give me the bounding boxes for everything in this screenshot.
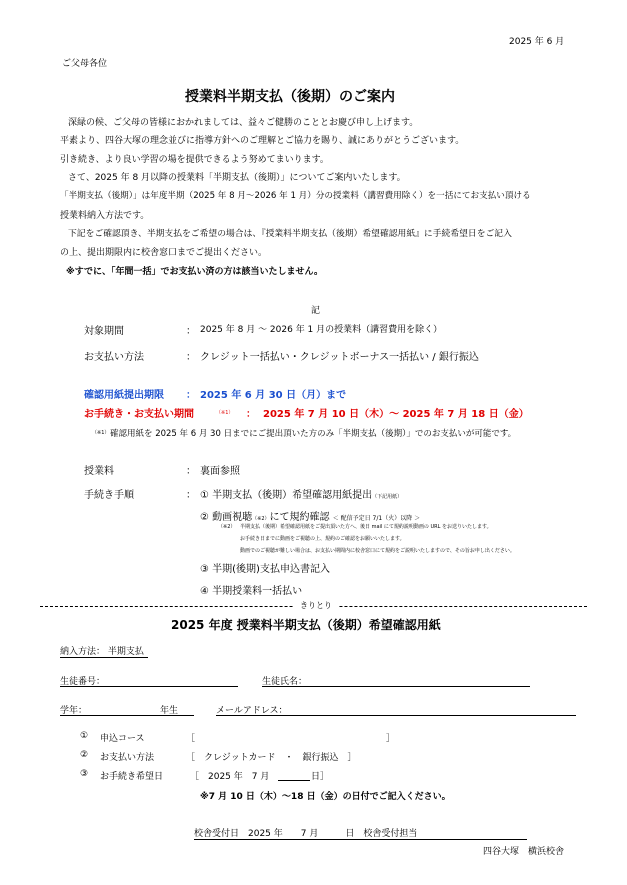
pay-label: お支払い方法 [100, 753, 155, 763]
course-num: ① [80, 731, 89, 741]
note1-mark: （※1） [92, 430, 110, 436]
intro-line-5: 「半期支払（後期）」は年度半期（2025 年 8 月～2026 年 1 月）分の授業料（講習費用除く）を一括にてお支払い頂ける [60, 191, 531, 201]
step-4 [200, 582, 302, 597]
tuition-label: 授業料 [84, 466, 114, 477]
step-2-text2: にて規約確認 [269, 512, 330, 523]
student-number-field[interactable] [60, 686, 238, 687]
date-value-end: 日］ [311, 772, 330, 782]
step-2 [200, 508, 420, 523]
ki-mark: 記 [311, 306, 321, 316]
student-number-label: 生徒番号： [60, 677, 106, 687]
recipient: ご父母各位 [62, 59, 108, 69]
intro-line-1: 深緑の候、ご父母の皆様におかれましては、益々ご健勝のこととお慶び申し上げます。 [68, 118, 419, 128]
email-label: メールアドレス： [216, 706, 288, 716]
intro-line-2: 平素より、四谷大塚の理念並びに指導方針へのご理解とご協力を賜り、誠にありがとうございます。 [60, 136, 465, 146]
step-1-num: ① [200, 490, 209, 501]
step-1-text: 半期支払（後期）希望確認用紙提出 [212, 490, 373, 501]
annual-payment-note: ※すでに、「年間一括」でお支払い済の方は該当いたしません。 [66, 267, 324, 277]
step-3 [200, 560, 330, 575]
intro-line-3: 引き続き、より良い学習の場を提供できるよう努めてまいります。 [60, 155, 329, 165]
payment-method-line: 納入方法： 半期支払 [60, 644, 148, 658]
period-label: 対象期間 [84, 326, 124, 337]
step-2-schedule: ＜ 配信予定日 7/1（火）以降 ＞ [332, 515, 421, 522]
step-4-text: 半期授業料一括払い [212, 586, 303, 597]
student-name-field[interactable] [262, 686, 530, 687]
step-2-text: 動画視聴 [212, 512, 253, 523]
pay-num: ② [80, 750, 89, 760]
note2-line-2: お手続き日までに動画をご視聴の上、規約のご確認をお願いいたします。 [240, 536, 405, 542]
grade-field[interactable] [60, 715, 194, 716]
document-date: 2025 年 6 月 [509, 37, 565, 47]
steps-colon: ： [186, 490, 196, 501]
date-day-field[interactable] [278, 780, 310, 781]
date-value-start: ［ 2025 年 7 月 [190, 772, 270, 782]
note1-text: 確認用紙を 2025 年 6 月 30 日までにご提出頂いた方のみ「半期支払（後期）」でのお支払いが可能です。 [110, 429, 517, 439]
cut-label: きりとり [294, 600, 338, 611]
method-value: クレジット一括払い・クレジットボーナス一括払い / 銀行振込 [200, 352, 479, 363]
step-4-num: ④ [200, 586, 209, 597]
method-colon: ： [186, 352, 196, 363]
period-colon: ： [186, 326, 196, 337]
method-label: お支払い方法 [84, 352, 144, 363]
deadline-label: 確認用紙提出期限 [84, 390, 164, 401]
step-1-sub: （下記用紙） [372, 494, 403, 500]
intro-line-6: 授業料納入方法です。 [60, 211, 150, 221]
course-close-bracket: ］ [386, 734, 396, 744]
school-name: 四谷大塚 横浜校舎 [483, 847, 565, 857]
intro-line-8: の上、提出期限内に校舎窓口までご提出ください。 [60, 248, 268, 258]
step-2-sub: （※2） [252, 516, 270, 522]
date-label: お手続き希望日 [100, 772, 164, 782]
deadline-value: 2025 年 6 月 30 日（月）まで [200, 390, 347, 401]
payment-note-mark: （※1） [216, 410, 234, 416]
course-open-bracket: ［ [186, 734, 196, 744]
date-num: ③ [80, 769, 89, 779]
step-3-num: ③ [200, 564, 209, 575]
step-2-num: ② [200, 512, 209, 523]
school-received: 校舎受付日 2025 年 7 月 日 校舎受付担当 [194, 826, 527, 840]
note2-mark: （※2） [218, 524, 236, 530]
pay-options[interactable]: ［ クレジットカード ・ 銀行振込 ］ [186, 753, 357, 763]
note2-line-3: 動画でのご視聴が難しい場合は、お支払い期間内に校舎窓口にて規約をご説明いたしますので、その旨お申し出ください。 [240, 548, 515, 554]
note2-line-1: 半期支払（後期）希望確認用紙をご提出頂いた方へ、後日 mail にて規約説明動画の URL をお送りいたします。 [240, 524, 492, 530]
grade-label: 学年： [60, 706, 88, 716]
date-note: ※7 月 10 日（木）～18 日（金）の日付でご記入ください。 [200, 792, 451, 802]
tuition-colon: ： [186, 466, 196, 477]
payment-period-value: 2025 年 7 月 10 日（木）～ 2025 年 7 月 18 日（金） [263, 409, 529, 420]
step-3-text: 半期(後期)支払申込書記入 [212, 564, 330, 575]
period-value: 2025 年 8 月 ～ 2026 年 1 月の授業料（講習費用を除く） [200, 325, 443, 335]
course-label: 申込コース [100, 734, 145, 744]
page-title: 授業料半期支払（後期）のご案内 [185, 89, 395, 105]
intro-line-7: 下記をご確認頂き、半期支払をご希望の場合は、『授業料半期支払（後期）希望確認用紙』に手続希望日をご記入 [68, 229, 512, 239]
deadline-colon: ： [186, 390, 196, 401]
course-field[interactable] [198, 731, 384, 742]
step-1 [200, 486, 402, 501]
payment-period-label: お手続き・お支払い期間 [84, 409, 194, 420]
student-name-label: 生徒氏名： [262, 677, 308, 687]
payment-period-colon: ： [246, 409, 256, 420]
intro-line-4: さて、2025 年 8 月以降の授業料「半期支払（後期）」についてご案内いたします。 [68, 173, 406, 183]
grade-suffix: 年生 [160, 706, 179, 716]
form-title: 2025 年度 授業料半期支払（後期）希望確認用紙 [171, 618, 441, 632]
steps-label: 手続き手順 [84, 490, 134, 501]
email-field[interactable] [216, 715, 576, 716]
tuition-value: 裏面参照 [200, 466, 240, 477]
